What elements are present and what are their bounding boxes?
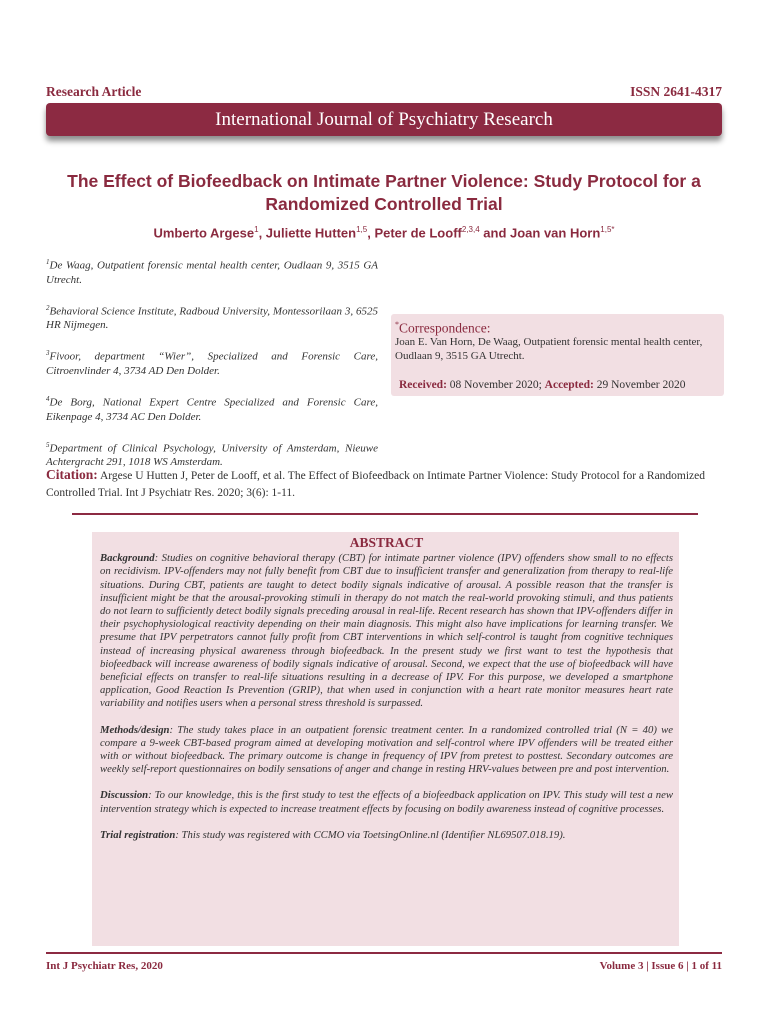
journal-banner: International Journal of Psychiatry Research	[46, 103, 722, 136]
page-footer	[46, 960, 722, 972]
author-affil-sup: 1,5	[356, 225, 368, 234]
affiliation-item	[46, 346, 378, 378]
article-title: The Effect of Biofeedback on Intimate Partner Violence: Study Protocol for a Randomized Controlled Trial	[67, 171, 701, 214]
abstract-section-text: : To our knowledge, this is the first study to test the effects of a biofeedback application on IPV. This study will test a new intervention strategy which is expected to increase treatment effects by focusing on bodily awareness instead of cognitive processes.	[100, 789, 673, 815]
abstract-section-text: : The study takes place in an outpatient forensic treatment center. In a randomized controlled trial (N = 40) we compare a 9-week CBT-based program aimed at developing motivation and self-control where IPV offenders will be treated either with or without biofeedback. The primary outcome is change in frequency of IPV from pretest to posttest. Secondary outcomes are weekly self-report questionnaires on bodily sensations of anger and change in resting HRV-values between pre and post intervention.	[100, 723, 673, 776]
author-list	[40, 225, 728, 240]
correspondence-text: Joan E. Van Horn, De Waag, Outpatient forensic mental health center, Oudlaan 9, 3515 GA Utrecht.	[395, 336, 703, 362]
affiliation-item	[46, 255, 378, 287]
accepted-date: 29 November 2020	[596, 379, 686, 391]
abstract-section-text: : Studies on cognitive behavioral therapy (CBT) for intimate partner violence (IPV) offenders show small to no effects on recidivism. IPV-offenders may not fully benefit from CBT due to insufficient transfer and generalization from therapy to real-life situations. During CBT, patients are taught to detect bodily signals indicative of arousal. A possible reason that the transfer is insufficient might be that the arousal-provoking stimuli in therapy do not match the real-world provoking stimuli, and thus patients do not learn to sufficiently detect bodily signals preceding arousal in real-life. Recent research has shown that IPV-offenders differ in their psychophysiological reactivity depending on their main diagnosis. This might also have implications for learning transfer. We presume that IPV perpetrators cannot fully profit from CBT interventions in which self-control is taught from cognitive techniques instead of increasing physical awareness through biofeedback. In the present study we first want to test the hypothesis that biofeedback will increase awareness of bodily signals indicative of arousal. Second, we expect that the use of biofeedback will have beneficial effects on transfer to real-life situations resulting in a decrease of IPV. For this purpose, we developed a smartphone application, Good Reaction Is Prevention (GRIP), that when used in conjunction with a heart rate monitor measures heart rate variability and notifies users when a personal stress threshold is surpassed.	[100, 552, 673, 710]
abstract-section-label: Discussion	[100, 789, 149, 802]
abstract-section	[100, 829, 673, 842]
footer-issue: Issue 6	[651, 960, 684, 972]
correspondence-label: Correspondence:	[399, 320, 491, 336]
abstract-section-label: Methods/design	[100, 723, 170, 736]
footer-page: 1 of 11	[691, 960, 722, 972]
abstract-box	[92, 532, 679, 946]
affiliation-item	[46, 438, 378, 470]
divider-rule	[72, 513, 698, 515]
abstract-section	[100, 552, 673, 710]
footer-volume: Volume 3	[599, 960, 644, 972]
affiliation-text: Department of Clinical Psychology, University of Amsterdam, Nieuwe Achtergracht 291, 1018 WS Amsterdam.	[46, 442, 378, 469]
correspondence-heading	[395, 318, 490, 336]
correspondence-star: *	[395, 320, 399, 329]
footer-separator: |	[643, 960, 652, 972]
citation-label: Citation:	[46, 467, 98, 482]
affiliation-number: 4	[46, 394, 50, 403]
footer-rule	[46, 952, 722, 954]
abstract-section	[100, 724, 673, 777]
author-affil-sup: 1	[254, 225, 259, 234]
issn: ISSN 2641-4317	[630, 84, 722, 99]
author-name: Juliette Hutten	[265, 225, 357, 241]
received-date: 08 November 2020	[449, 379, 539, 391]
abstract-section	[100, 789, 673, 815]
footer-pagination	[600, 960, 722, 972]
affiliation-number: 2	[46, 303, 50, 312]
accepted-label: Accepted:	[544, 379, 594, 391]
author-separator: ,	[367, 225, 375, 241]
author-affil-sup: 2,3,4	[461, 225, 480, 234]
article-type: Research Article	[46, 84, 142, 99]
article-dates: Received: 08 November 2020; Accepted: 29 November 2020	[399, 379, 686, 391]
author-separator: ,	[258, 225, 266, 241]
author-name: Peter de Looff	[374, 225, 462, 241]
correspondence-box	[391, 314, 724, 396]
author-separator: and	[479, 225, 510, 241]
affiliation-text: De Borg, National Expert Centre Specialized and Forensic Care, Eikenpage 4, 3734 AC Den Dolder.	[46, 396, 378, 423]
citation-text: Argese U Hutten J, Peter de Looff, et al. The Effect of Biofeedback on Intimate Partner Violence: Study Protocol for a Randomized Controlled Trial. Int J Psychiatr Res. 2020; 3(6): 1-11.	[46, 470, 706, 499]
author-name: Joan van Horn	[510, 225, 601, 241]
abstract-heading: ABSTRACT	[349, 535, 424, 550]
affiliation-number: 3	[46, 349, 50, 358]
affiliation-number: 5	[46, 440, 50, 449]
affiliation-item	[46, 301, 378, 333]
author-affil-sup: 1,5*	[600, 225, 615, 234]
affiliation-text: Fivoor, department “Wier”, Specialized and Forensic Care, Citroenvlinder 4, 3734 AD Den Dolder.	[46, 350, 378, 377]
footer-journal: Int J Psychiatr Res, 2020	[46, 960, 163, 972]
footer-separator: |	[683, 960, 692, 972]
abstract-section-label: Trial registration	[100, 828, 176, 841]
affiliation-text: De Waag, Outpatient forensic mental health center, Oudlaan 9, 3515 GA Utrecht.	[46, 259, 378, 286]
top-header	[46, 84, 722, 100]
affiliation-item	[46, 392, 378, 424]
author-name: Umberto Argese	[153, 225, 255, 241]
abstract-section-label: Background	[100, 552, 155, 565]
abstract-section-text: : This study was registered with CCMO via ToetsingOnline.nl (Identifier NL69507.018.19).	[175, 828, 566, 841]
affiliation-number: 1	[46, 258, 50, 266]
affiliation-text: Behavioral Science Institute, Radboud University, Montessorilaan 3, 6525 HR Nijmegen.	[46, 305, 378, 332]
affiliation-list	[46, 255, 378, 483]
received-label: Received:	[399, 379, 447, 391]
citation	[46, 466, 726, 502]
